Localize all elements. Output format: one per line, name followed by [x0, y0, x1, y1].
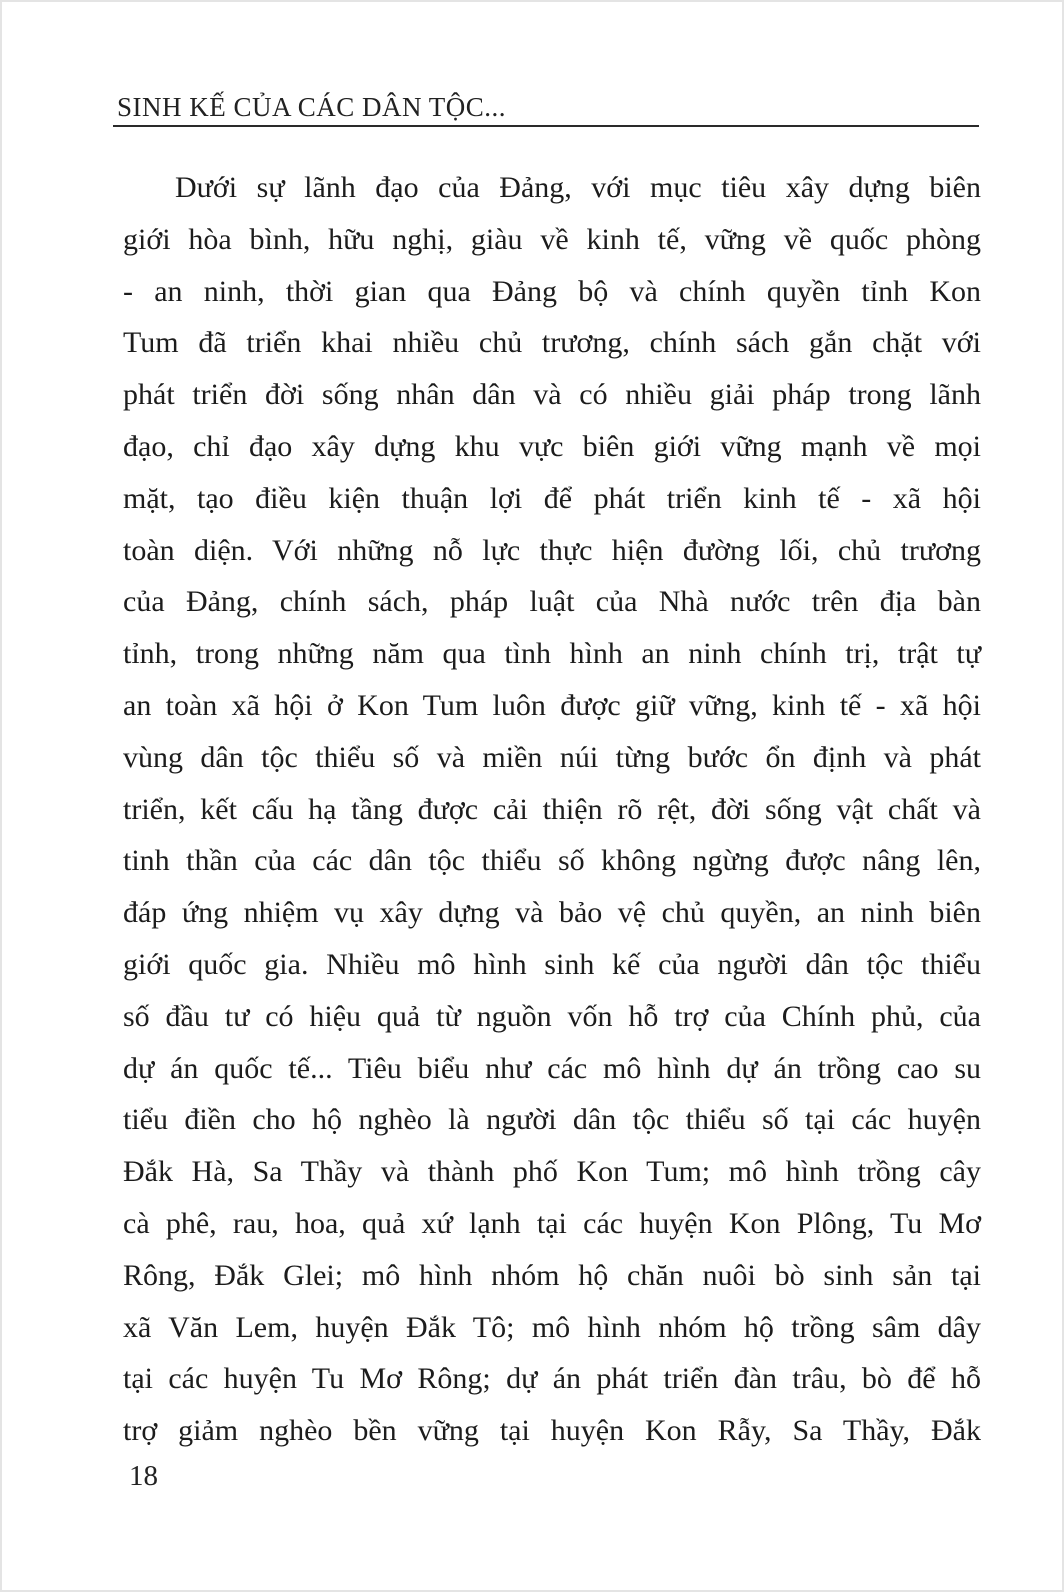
- text-line: Rông, Đắk Glei; mô hình nhóm hộ chăn nuôi bò sinh sản tại: [123, 1258, 981, 1292]
- text-line: giới quốc gia. Nhiều mô hình sinh kế của người dân tộc thiểu: [123, 947, 981, 981]
- text-line: phát triển đời sống nhân dân và có nhiều giải pháp trong lãnh: [123, 378, 981, 412]
- text-line: đạo, chỉ đạo xây dựng khu vực biên giới vững mạnh về mọi: [123, 429, 981, 463]
- text-line: mặt, tạo điều kiện thuận lợi để phát triển kinh tế - xã hội: [123, 481, 981, 515]
- text-line: dự án quốc tế... Tiêu biểu như các mô hình dự án trồng cao su: [123, 1051, 981, 1085]
- text-line: tiểu điền cho hộ nghèo là người dân tộc thiểu số tại các huyện: [123, 1103, 981, 1137]
- text-line: an toàn xã hội ở Kon Tum luôn được giữ vững, kinh tế - xã hội: [123, 688, 981, 722]
- text-line: xã Văn Lem, huyện Đắk Tô; mô hình nhóm hộ trồng sâm dây: [123, 1310, 981, 1344]
- text-line: Đắk Hà, Sa Thầy và thành phố Kon Tum; mô hình trồng cây: [123, 1155, 981, 1189]
- body-paragraph: [123, 162, 981, 1457]
- text-line: tại các huyện Tu Mơ Rông; dự án phát triển đàn trâu, bò để hỗ: [123, 1362, 981, 1396]
- text-line: trợ giảm nghèo bền vững tại huyện Kon Rẫy, Sa Thầy, Đắk: [123, 1414, 981, 1448]
- text-line: tỉnh, trong những năm qua tình hình an ninh chính trị, trật tự: [123, 637, 981, 671]
- text-line: toàn diện. Với những nỗ lực thực hiện đường lối, chủ trương: [123, 533, 981, 567]
- page-number: 18: [129, 1460, 158, 1492]
- running-head: SINH KẾ CỦA CÁC DÂN TỘC...: [117, 92, 507, 122]
- text-line: Tum đã triển khai nhiều chủ trương, chính sách gắn chặt với: [123, 326, 981, 360]
- header-rule: [113, 125, 979, 127]
- text-line: triển, kết cấu hạ tầng được cải thiện rõ rệt, đời sống vật chất và: [123, 792, 981, 826]
- text-line: vùng dân tộc thiểu số và miền núi từng bước ổn định và phát: [123, 740, 981, 774]
- text-line: số đầu tư có hiệu quả từ nguồn vốn hỗ trợ của Chính phủ, của: [123, 999, 981, 1033]
- text-line: cà phê, rau, hoa, quả xứ lạnh tại các huyện Kon Plông, Tu Mơ: [123, 1206, 981, 1240]
- text-line: đáp ứng nhiệm vụ xây dựng và bảo vệ chủ quyền, an ninh biên: [123, 896, 981, 930]
- text-line: Dưới sự lãnh đạo của Đảng, với mục tiêu xây dựng biên: [175, 171, 981, 204]
- text-line: - an ninh, thời gian qua Đảng bộ và chính quyền tỉnh Kon: [123, 274, 981, 308]
- text-line: tinh thần của các dân tộc thiểu số không ngừng được nâng lên,: [123, 844, 981, 878]
- text-line: giới hòa bình, hữu nghị, giàu về kinh tế, vững về quốc phòng: [123, 222, 981, 256]
- text-line: của Đảng, chính sách, pháp luật của Nhà nước trên địa bàn: [123, 585, 981, 619]
